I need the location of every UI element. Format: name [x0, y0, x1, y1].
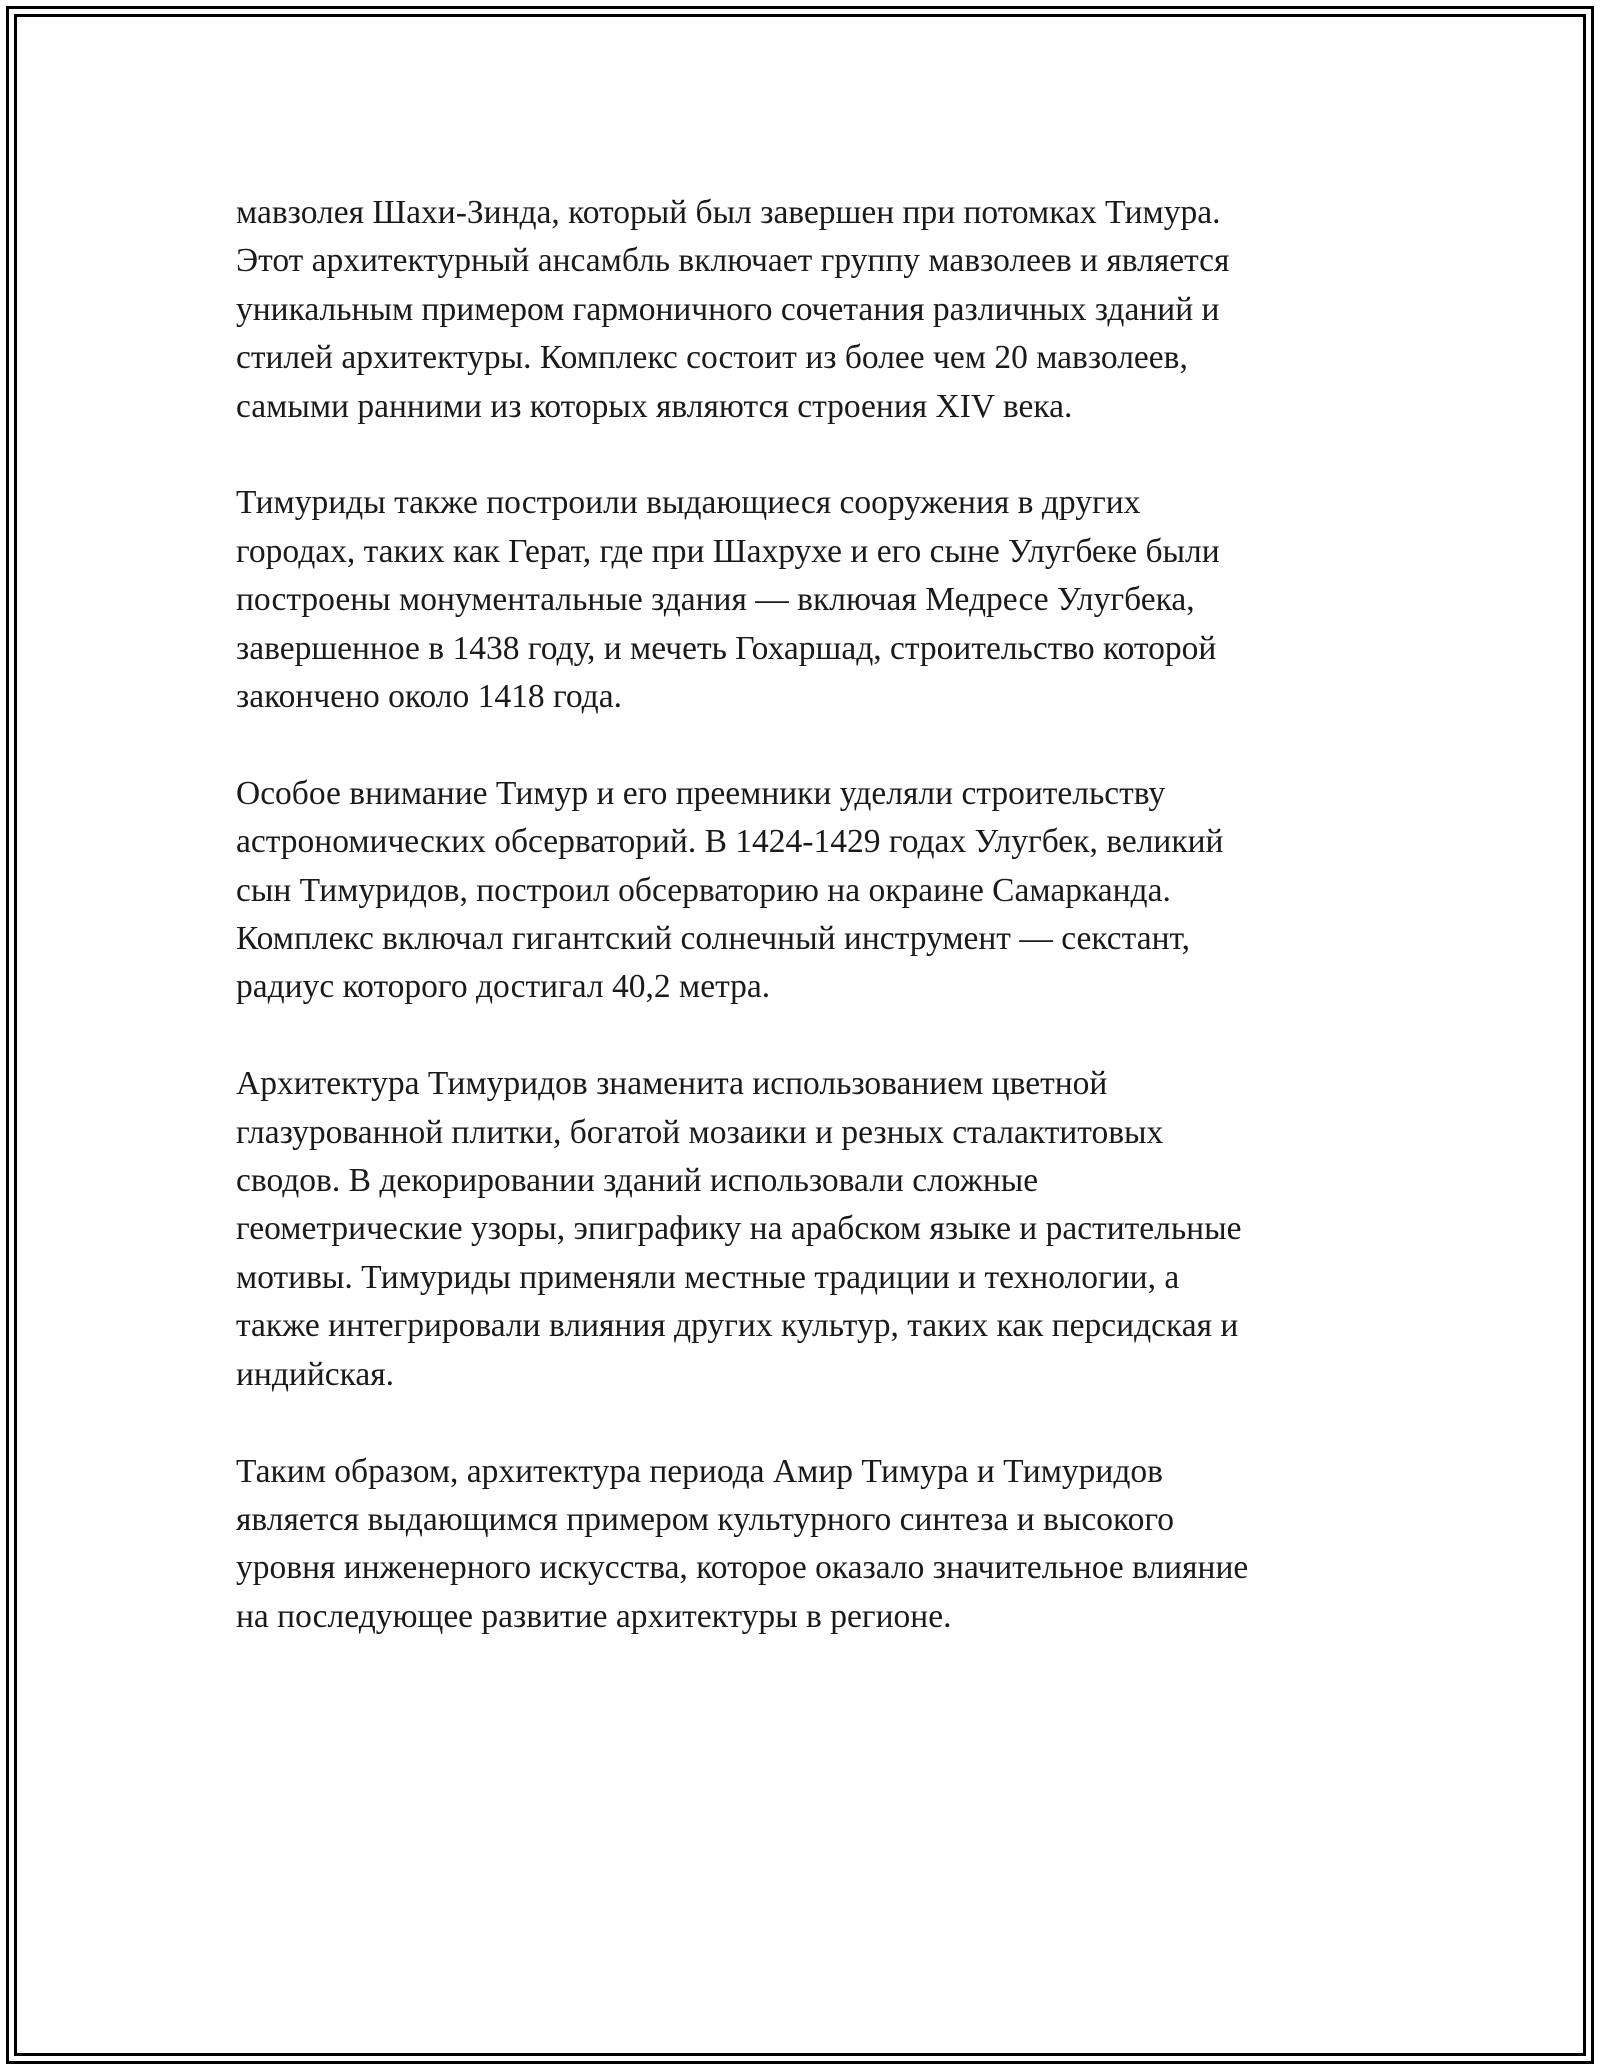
paragraph-conclusion: Таким образом, архитектура периода Амир Тимура и Тимуридов является выдающимся примером культурного синтеза и высокого уровня инженерного искусства, которое оказало значительное влияние на последующее развитие архитектуры в регионе. — [236, 1452, 1249, 1635]
document-body — [236, 189, 1361, 1690]
paragraph-observatory: Особое внимание Тимур и его преемники уделяли строительству астрономических обсерваторий. В 1424-1429 годах Улугбек, великий сын Тимуридов, построил обсерваторию на окраине Самарканда. Комплекс включал гигантский солнечный инструмент — секстант, радиус которого достигал 40,2 метра. — [236, 774, 1224, 1006]
paragraph-decoration: Архитектура Тимуридов знаменита использованием цветной глазурованной плитки, богатой мозаики и резных сталактитовых сводов. В декорировании зданий использовали сложные геометрические узоры, эпиграфику на арабском языке и растительные мотивы. Тимуриды применяли местные традиции и технологии, а также интегрировали влияния других культур, таких как персидская и индийская. — [236, 1065, 1242, 1393]
paragraph-herat-buildings: Тимуриды также построили выдающиеся сооружения в других городах, таких как Герат, где при Шахрухе и его сыне Улугбеке были построены монументальные здания — включая Медресе Улугбека, завершенное в 1438 году, и мечеть Гохаршад, строительство которой закончено около 1418 года. — [236, 484, 1220, 716]
paragraph-shakhi-zinda: мавзолея Шахи-Зинда, который был завершен при потомках Тимура. Этот архитектурный ансамбль включает группу мавзолеев и является уникальным примером гармоничного сочетания различных зданий и стилей архитектуры. Комплекс состоит из более чем 20 мавзолеев, самыми ранними из которых являются строения XIV века. — [236, 194, 1230, 425]
